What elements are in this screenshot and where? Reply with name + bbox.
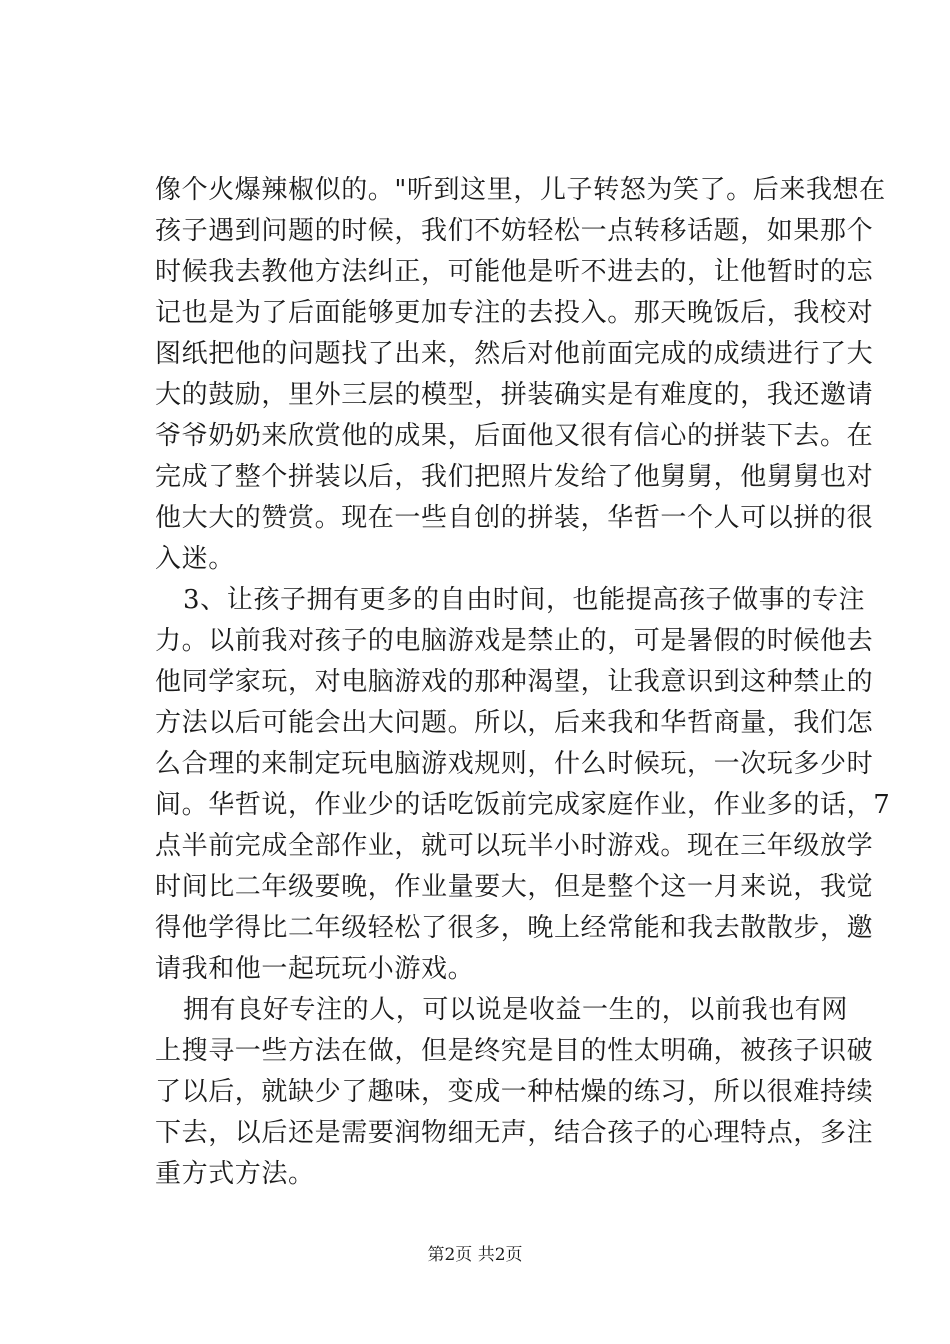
text-line: 记也是为了后面能够更加专注的去投入。那天晚饭后，我校对 bbox=[155, 298, 874, 328]
text-line: 他大大的赞赏。现在一些自创的拼装，华哲一个人可以拼的很 bbox=[155, 503, 874, 533]
text-line: 时间比二年级要晚，作业量要大，但是整个这一月来说，我觉 bbox=[155, 872, 874, 902]
text-line: 3、让孩子拥有更多的自由时间，也能提高孩子做事的专注 bbox=[183, 585, 866, 615]
text-line: 方法以后可能会出大问题。所以，后来我和华哲商量，我们怎 bbox=[155, 708, 874, 738]
text-line: 他同学家玩，对电脑游戏的那种渴望，让我意识到这种禁止的 bbox=[155, 667, 874, 697]
paragraph-3 bbox=[155, 990, 874, 1195]
paragraph-2 bbox=[155, 580, 891, 990]
text-line: 入迷。 bbox=[155, 544, 235, 574]
text-line: 下去，以后还是需要润物细无声，结合孩子的心理特点，多注 bbox=[155, 1118, 874, 1148]
text-line: 点半前完成全部作业，就可以玩半小时游戏。现在三年级放学 bbox=[155, 831, 874, 861]
text-line: 了以后，就缺少了趣味，变成一种枯燥的练习，所以很难持续 bbox=[155, 1077, 874, 1107]
text-line: 爷爷奶奶来欣赏他的成果，后面他又很有信心的拼装下去。在 bbox=[155, 421, 874, 451]
text-line: 像个火爆辣椒似的。"听到这里，儿子转怒为笑了。后来我想在 bbox=[155, 175, 886, 205]
text-line: 重方式方法。 bbox=[155, 1159, 315, 1189]
text-line: 上搜寻一些方法在做，但是终究是目的性太明确，被孩子识破 bbox=[155, 1036, 874, 1066]
document-body bbox=[155, 170, 891, 1195]
text-line: 大的鼓励，里外三层的模型，拼装确实是有难度的，我还邀请 bbox=[155, 380, 874, 410]
text-line: 请我和他一起玩玩小游戏。 bbox=[155, 954, 475, 984]
paragraph-1 bbox=[155, 170, 886, 580]
text-line: 么合理的来制定玩电脑游戏规则，什么时候玩，一次玩多少时 bbox=[155, 749, 874, 779]
text-line: 力。以前我对孩子的电脑游戏是禁止的，可是暑假的时候他去 bbox=[155, 626, 874, 656]
text-line: 完成了整个拼装以后，我们把照片发给了他舅舅，他舅舅也对 bbox=[155, 462, 874, 492]
text-line: 时候我去教他方法纠正，可能他是听不进去的，让他暂时的忘 bbox=[155, 257, 874, 287]
text-line: 拥有良好专注的人，可以说是收益一生的，以前我也有网 bbox=[183, 995, 849, 1025]
page-footer: 第2页 共2页 bbox=[427, 1245, 523, 1265]
text-line: 图纸把他的问题找了出来，然后对他前面完成的成绩进行了大 bbox=[155, 339, 874, 369]
text-line: 得他学得比二年级轻松了很多，晚上经常能和我去散散步，邀 bbox=[155, 913, 874, 943]
text-line: 孩子遇到问题的时候，我们不妨轻松一点转移话题，如果那个 bbox=[155, 216, 874, 246]
text-line: 间。华哲说，作业少的话吃饭前完成家庭作业，作业多的话，7 bbox=[155, 790, 891, 820]
